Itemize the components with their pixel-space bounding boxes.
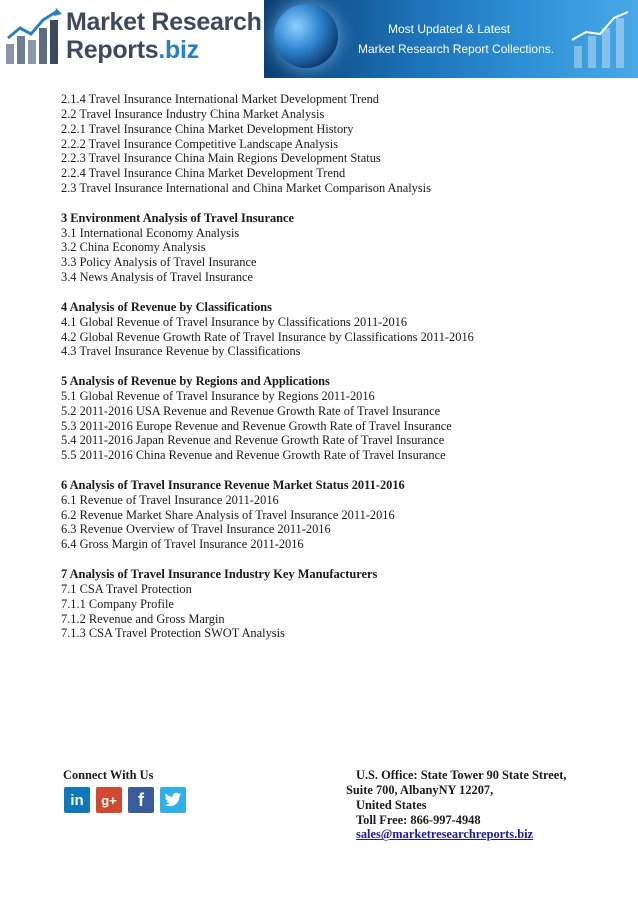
facebook-icon[interactable]: f — [128, 787, 154, 813]
section-title: 6 Analysis of Travel Insurance Revenue Market Status 2011-2016 — [61, 477, 405, 492]
toc-line: 3.3 Policy Analysis of Travel Insurance — [61, 255, 257, 270]
toc-line: 5.3 2011-2016 Europe Revenue and Revenue Growth Rate of Travel Insurance — [61, 418, 452, 433]
header-banner — [264, 0, 638, 78]
toc-line: 4.1 Global Revenue of Travel Insurance by Classifications 2011-2016 — [61, 314, 408, 329]
banner-tagline-1: Most Updated & Latest — [388, 22, 511, 36]
header — [0, 0, 638, 78]
toc-line: 3.1 International Economy Analysis — [61, 225, 240, 240]
toc-line: 2.1.4 Travel Insurance International Market Development Trend — [61, 92, 379, 106]
section-title: 7 Analysis of Travel Insurance Industry Key Manufacturers — [61, 567, 378, 581]
globe-icon — [274, 4, 338, 68]
twitter-bird-icon — [164, 792, 182, 808]
toc-section-3 — [61, 211, 621, 285]
linkedin-icon[interactable]: in — [64, 787, 90, 813]
twitter-icon[interactable] — [160, 787, 186, 813]
address-line: United States — [356, 797, 427, 812]
toc-continued-list — [61, 92, 621, 196]
site-logo[interactable] — [0, 0, 262, 78]
logo-line-2 — [66, 38, 262, 63]
toc-line: 3.4 News Analysis of Travel Insurance — [61, 270, 254, 285]
toc-section-7 — [61, 567, 621, 641]
email-line — [346, 827, 566, 842]
logo-text — [66, 10, 262, 63]
toc-line: 7.1.1 Company Profile — [61, 596, 174, 611]
logo-reports: Reports — [66, 36, 159, 64]
toc-line: 6.1 Revenue of Travel Insurance 2011-2016 — [61, 492, 279, 507]
section-title: 5 Analysis of Revenue by Regions and Applications — [61, 374, 330, 389]
toc-line: 2.2.2 Travel Insurance Competitive Landscape Analysis — [61, 136, 339, 151]
toc-line: 7.1.3 CSA Travel Protection SWOT Analysis — [61, 626, 285, 641]
toc-line: 2.2 Travel Insurance Industry China Market Analysis — [61, 106, 325, 121]
address-line: Suite 700, AlbanyNY 12207, — [346, 782, 494, 797]
toc-line: 3.2 China Economy Analysis — [61, 240, 206, 255]
toc-line: 7.1 CSA Travel Protection — [61, 581, 192, 596]
address-line: U.S. Office: State Tower 90 State Street, — [356, 768, 567, 782]
toc-line: 6.2 Revenue Market Share Analysis of Travel Insurance 2011-2016 — [61, 507, 395, 522]
logo-biz: .biz — [158, 36, 199, 64]
toc-line: 2.2.3 Travel Insurance China Main Regions Development Status — [61, 151, 381, 166]
toc-line: 2.2.1 Travel Insurance China Market Development History — [61, 121, 354, 136]
toc-line: 5.5 2011-2016 China Revenue and Revenue Growth Rate of Travel Insurance — [61, 448, 446, 463]
section-title: 4 Analysis of Revenue by Classifications — [61, 299, 273, 314]
office-address — [346, 768, 566, 842]
bar-chart-logo-icon — [4, 8, 66, 68]
trend-chart-decoration-icon — [568, 6, 632, 72]
toc-line: 6.3 Revenue Overview of Travel Insurance 2011-2016 — [61, 522, 331, 537]
toc-line: 5.4 2011-2016 Japan Revenue and Revenue Growth Rate of Travel Insurance — [61, 433, 445, 448]
toc-section-4 — [61, 300, 621, 359]
toc-line: 5.2 2011-2016 USA Revenue and Revenue Growth Rate of Travel Insurance — [61, 403, 441, 418]
table-of-contents — [61, 92, 621, 641]
toc-section-5 — [61, 374, 621, 463]
toc-line: 5.1 Global Revenue of Travel Insurance by Regions 2011-2016 — [61, 388, 375, 403]
toc-line: 4.3 Travel Insurance Revenue by Classifications — [61, 344, 301, 359]
section-title: 3 Environment Analysis of Travel Insurance — [61, 210, 295, 225]
banner-tagline-2: Market Research Report Collections. — [358, 42, 555, 56]
logo-line-1: Market Research — [66, 8, 262, 36]
google-plus-icon[interactable]: g+ — [96, 787, 122, 813]
toc-section-6 — [61, 478, 621, 552]
toll-free-number: Toll Free: 866-997-4948 — [356, 812, 481, 827]
toc-line: 7.1.2 Revenue and Gross Margin — [61, 611, 225, 626]
toc-line: 2.2.4 Travel Insurance China Market Development Trend — [61, 166, 346, 181]
email-link[interactable]: sales@marketresearchreports.biz — [356, 827, 534, 842]
connect-with-us-heading: Connect With Us — [63, 768, 154, 782]
toc-line: 4.2 Global Revenue Growth Rate of Travel Insurance by Classifications 2011-2016 — [61, 329, 474, 344]
toc-line: 2.3 Travel Insurance International and China Market Comparison Analysis — [61, 181, 431, 196]
toc-line: 6.4 Gross Margin of Travel Insurance 2011-2016 — [61, 537, 304, 552]
